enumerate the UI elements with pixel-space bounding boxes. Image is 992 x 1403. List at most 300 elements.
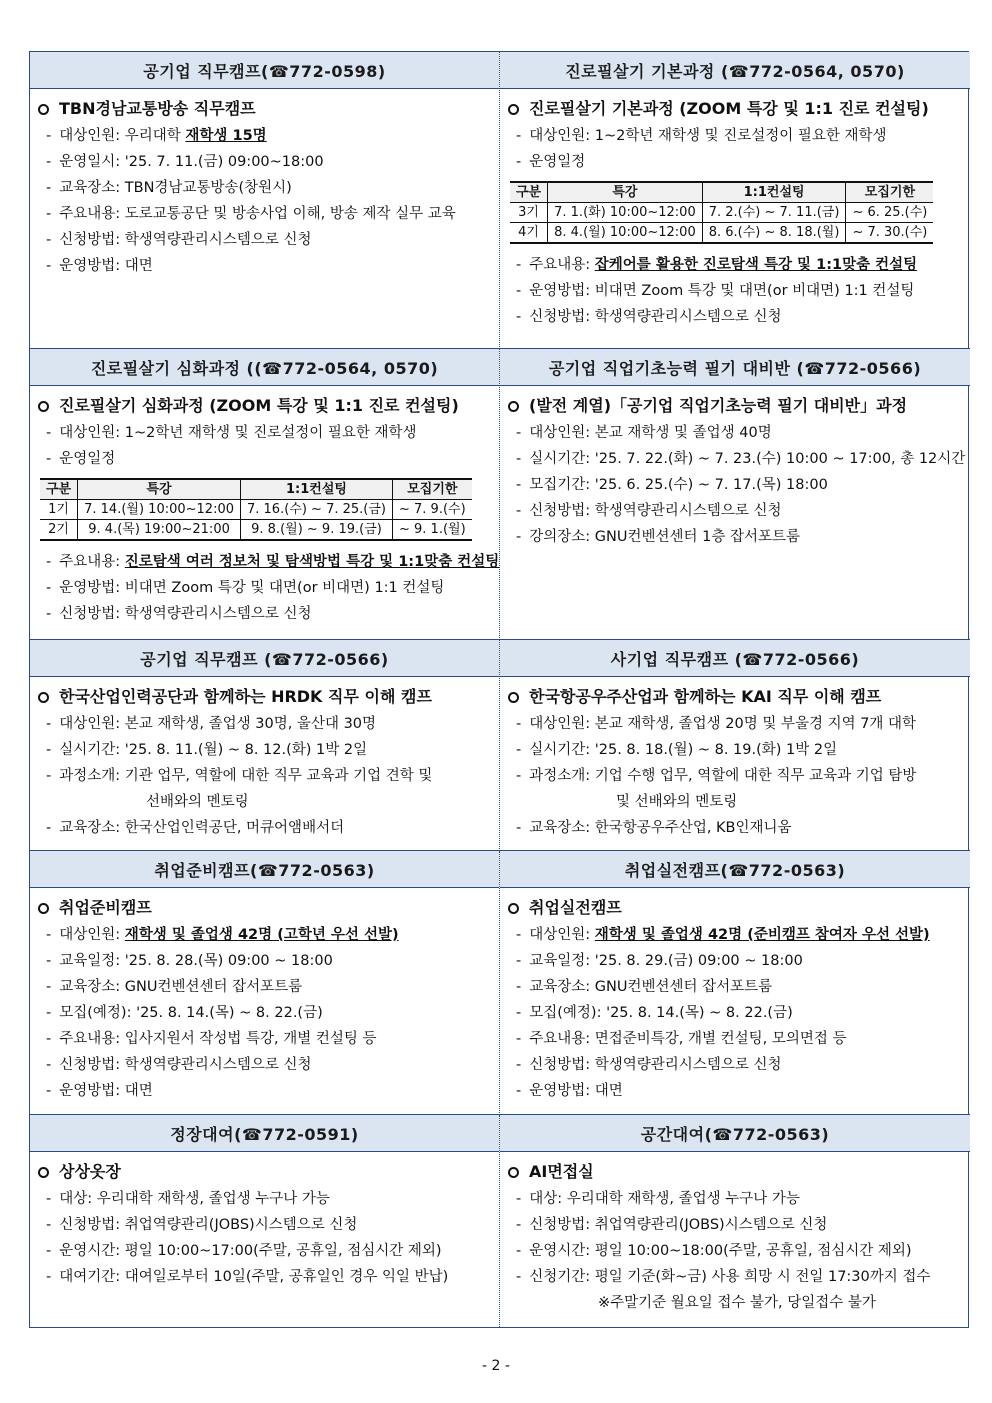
program-section (30, 52, 500, 349)
program-title-text: 취업실전캠프 (529, 898, 622, 917)
circle-bullet-icon (508, 1167, 519, 1178)
info-value: 대면 (594, 1083, 623, 1099)
table-header-cell: 특강 (78, 479, 241, 500)
info-line (38, 711, 491, 737)
table-cell: 9. 8.(월) ~ 9. 19.(금) (241, 520, 393, 541)
info-label: 운영시간: (59, 1243, 121, 1259)
program-title-text: (발전 계열)「공기업 직업기초능력 필기 대비반」과정 (529, 396, 908, 415)
section-body (500, 677, 970, 847)
info-label: 주요내용: (59, 206, 121, 222)
dash-marker: - (516, 154, 522, 170)
info-label: 신청방법: (529, 1217, 591, 1233)
info-line (38, 123, 491, 149)
dash-marker: - (46, 1269, 52, 1285)
info-line (508, 1264, 962, 1290)
info-value: '25. 8. 28.(목) 09:00 ~ 18:00 (124, 953, 333, 969)
info-line (508, 472, 962, 498)
circle-bullet-icon (38, 903, 49, 914)
info-line (38, 575, 491, 601)
program-title-text: 한국항공우주산업과 함께하는 KAI 직무 이해 캠프 (529, 687, 882, 706)
dash-marker: - (46, 927, 52, 943)
info-value: 본교 재학생 및 졸업생 40명 (594, 425, 772, 441)
info-line (38, 1026, 491, 1052)
info-value: 학생역량관리시스템으로 신청 (124, 606, 312, 622)
dash-marker: - (516, 927, 522, 943)
circle-bullet-icon (508, 401, 519, 412)
schedule-table (510, 181, 933, 244)
info-line (38, 1186, 491, 1212)
section-header: 공기업 직무캠프 (☎772-0566) (30, 640, 499, 677)
info-label: 대상인원: (59, 128, 121, 144)
info-value: GNU컨벤션센터 잡서포트룸 (594, 979, 773, 995)
dash-marker: - (516, 477, 522, 493)
section-header: 공기업 직무캠프(☎772-0598) (30, 52, 499, 89)
info-value: 대면 (124, 258, 153, 274)
info-line (38, 201, 491, 227)
circle-bullet-icon (508, 903, 519, 914)
info-label: 교육장소: (59, 979, 121, 995)
info-line (508, 922, 962, 948)
program-title (38, 894, 491, 922)
info-label: 신청방법: (529, 1057, 591, 1073)
info-label: 과정소개: (59, 768, 121, 784)
dash-marker: - (516, 1005, 522, 1021)
dash-marker: - (46, 580, 52, 596)
table-cell: 8. 6.(수) ~ 8. 18.(월) (702, 223, 846, 244)
info-value: 우리대학 (124, 128, 181, 144)
program-section (500, 1115, 970, 1327)
dash-marker: - (46, 128, 52, 144)
dash-marker: - (516, 425, 522, 441)
info-line (38, 227, 491, 253)
info-line (38, 974, 491, 1000)
circle-bullet-icon (508, 104, 519, 115)
info-line (508, 1026, 962, 1052)
dash-marker: - (46, 820, 52, 836)
program-title (508, 683, 962, 711)
program-title (508, 894, 962, 922)
circle-bullet-icon (38, 104, 49, 115)
info-label: 실시기간: (529, 742, 591, 758)
info-value: 우리대학 재학생, 졸업생 누구나 가능 (96, 1191, 330, 1207)
dash-marker: - (46, 554, 52, 570)
info-line (508, 123, 962, 149)
info-value: 학생역량관리시스템으로 신청 (124, 1057, 312, 1073)
info-line (38, 149, 491, 175)
table-header-row (40, 479, 472, 500)
info-line (38, 253, 491, 279)
info-value: TBN경남교통방송(창원시) (124, 180, 292, 196)
section-header: 취업실전캠프(☎772-0563) (500, 851, 970, 888)
section-header: 사기업 직무캠프 (☎772-0566) (500, 640, 970, 677)
info-line (508, 1078, 962, 1104)
table-cell: 3기 (510, 203, 548, 223)
table-header-cell: 특강 (548, 182, 703, 203)
info-line (38, 922, 491, 948)
dash-marker: - (46, 425, 52, 441)
table-cell: 9. 4.(목) 19:00~21:00 (78, 520, 241, 541)
circle-bullet-icon (508, 692, 519, 703)
info-value: 한국항공우주산업, KB인재니움 (594, 820, 792, 836)
program-section (500, 851, 970, 1115)
info-value: '25. 8. 18.(월) ~ 8. 19.(화) 1박 2일 (594, 742, 838, 758)
info-value: 도로교통공단 및 방송사업 이해, 방송 제작 실무 교육 (124, 206, 456, 222)
table-cell: 7. 14.(월) 10:00~12:00 (78, 500, 241, 520)
section-header: 진로필살기 기본과정 (☎772-0564, 0570) (500, 52, 970, 89)
table-row (510, 223, 933, 244)
info-line (38, 1264, 491, 1290)
info-value: 입사지원서 작성법 특강, 개별 컨설팅 등 (124, 1031, 377, 1047)
info-value: 비대면 Zoom 특강 및 대면(or 비대면) 1:1 컨설팅 (124, 580, 445, 596)
info-label: 대상: (59, 1191, 93, 1207)
table-cell: ~ 6. 25.(수) (846, 203, 933, 223)
info-value: '25. 8. 29.(금) 09:00 ~ 18:00 (594, 953, 803, 969)
program-title (508, 1158, 962, 1186)
info-label: 교육장소: (59, 820, 121, 836)
table-cell: 2기 (40, 520, 78, 541)
info-label: 과정소개: (529, 768, 591, 784)
program-grid (29, 51, 969, 1328)
dash-marker: - (516, 503, 522, 519)
dash-marker: - (516, 979, 522, 995)
info-label: 신청방법: (59, 1217, 121, 1233)
info-line (508, 446, 966, 472)
info-label: 모집(예정): (529, 1005, 602, 1021)
info-line (38, 1000, 491, 1026)
program-section (500, 640, 970, 851)
info-value: '25. 8. 14.(목) ~ 8. 22.(금) (606, 1005, 793, 1021)
info-line (38, 1052, 491, 1078)
section-header: 정장대여(☎772-0591) (30, 1115, 499, 1152)
table-header-row (510, 182, 933, 203)
info-label: 대여기간: (59, 1269, 121, 1285)
dash-marker: - (516, 1217, 522, 1233)
info-label: 교육장소: (529, 820, 591, 836)
section-body (500, 888, 970, 1110)
section-body (30, 888, 499, 1110)
info-value: '25. 7. 11.(금) 09:00~18:00 (124, 154, 324, 170)
info-line (38, 948, 491, 974)
info-value: 학생역량관리시스템으로 신청 (594, 309, 782, 325)
info-value: 본교 재학생, 졸업생 20명 및 부울경 지역 7개 대학 (594, 716, 917, 732)
info-line (38, 549, 500, 575)
table-header-cell: 1:1컨설팅 (702, 182, 846, 203)
section-body (500, 1152, 970, 1322)
dash-marker: - (516, 716, 522, 732)
info-line (508, 149, 962, 175)
info-line (508, 1000, 962, 1026)
dash-marker: - (46, 953, 52, 969)
info-label: 운영일정 (59, 451, 116, 467)
info-value: 1~2학년 재학생 및 진로설정이 필요한 재학생 (594, 128, 887, 144)
table-cell: 1기 (40, 500, 78, 520)
info-line (508, 737, 962, 763)
info-label: 대상: (529, 1191, 563, 1207)
dash-marker: - (46, 1217, 52, 1233)
info-label: 주요내용: (59, 554, 121, 570)
info-label: 신청방법: (59, 232, 121, 248)
info-value: 대면 (124, 1083, 153, 1099)
dash-marker: - (46, 742, 52, 758)
info-value: '25. 8. 11.(월) ~ 8. 12.(화) 1박 2일 (124, 742, 368, 758)
program-title (38, 392, 491, 420)
info-label: 신청방법: (529, 309, 591, 325)
info-value: '25. 8. 14.(목) ~ 8. 22.(금) (136, 1005, 323, 1021)
circle-bullet-icon (38, 1167, 49, 1178)
dash-marker: - (46, 1005, 52, 1021)
info-label: 운영방법: (529, 1083, 591, 1099)
info-value: 한국산업인력공단, 머큐어앰배서더 (124, 820, 345, 836)
info-value: 본교 재학생, 졸업생 30명, 울산대 30명 (124, 716, 377, 732)
dash-marker: - (516, 529, 522, 545)
section-body (500, 386, 970, 556)
info-label: 운영방법: (59, 1083, 121, 1099)
program-section (30, 851, 500, 1115)
info-value: 평일 10:00~17:00(주말, 공휴일, 점심시간 제외) (124, 1243, 442, 1259)
info-label: 주요내용: (59, 1031, 121, 1047)
info-line-continued: 선배와의 멘토링 (146, 794, 249, 810)
program-section (30, 349, 500, 640)
schedule-table (40, 478, 472, 541)
table-header-cell: 모집기한 (846, 182, 933, 203)
info-label: 대상인원: (59, 716, 121, 732)
info-value: 1~2학년 재학생 및 진로설정이 필요한 재학생 (124, 425, 417, 441)
dash-marker: - (46, 206, 52, 222)
info-value: 우리대학 재학생, 졸업생 누구나 가능 (566, 1191, 800, 1207)
dash-marker: - (46, 451, 52, 467)
program-section (30, 1115, 500, 1327)
table-cell: 7. 16.(수) ~ 7. 25.(금) (241, 500, 393, 520)
info-label: 교육일정: (59, 953, 121, 969)
info-label: 대상인원: (529, 425, 591, 441)
section-body (500, 89, 970, 336)
info-line (508, 711, 962, 737)
info-label: 모집(예정): (59, 1005, 132, 1021)
info-line (508, 304, 962, 330)
table-header-cell: 1:1컨설팅 (241, 479, 393, 500)
info-label: 신청방법: (59, 606, 121, 622)
info-label: 강의장소: (529, 529, 591, 545)
info-label: 실시기간: (529, 451, 591, 467)
info-line (508, 1212, 962, 1238)
emphasis-text: 재학생 15명 (185, 128, 267, 144)
emphasis-text: 진로탐색 여러 정보처 및 탐색방법 특강 및 1:1맞춤 컨설팅 (124, 554, 500, 570)
table-row (40, 520, 472, 541)
dash-marker: - (46, 1083, 52, 1099)
info-value: 비대면 Zoom 특강 및 대면(or 비대면) 1:1 컨설팅 (594, 283, 915, 299)
program-section (500, 52, 970, 349)
info-label: 교육일정: (529, 953, 591, 969)
dash-marker: - (516, 283, 522, 299)
program-title (508, 95, 962, 123)
info-line (508, 1052, 962, 1078)
info-value: '25. 7. 22.(화) ~ 7. 23.(수) 10:00 ~ 17:00, 총 12시간 (594, 451, 966, 467)
info-label: 대상인원: (59, 425, 121, 441)
dash-marker: - (516, 1057, 522, 1073)
program-title (508, 392, 962, 420)
info-value: '25. 6. 25.(수) ~ 7. 17.(목) 18:00 (594, 477, 828, 493)
table-row (40, 500, 472, 520)
dash-marker: - (516, 451, 522, 467)
info-value: 학생역량관리시스템으로 신청 (594, 503, 782, 519)
info-value: 취업역량관리(JOBS)시스템으로 신청 (594, 1217, 828, 1233)
info-value: GNU컨벤션센터 잡서포트룸 (124, 979, 303, 995)
info-value: 대여일로부터 10일(주말, 공휴일인 경우 익일 반납) (124, 1269, 449, 1285)
section-body (30, 386, 499, 633)
info-line (508, 420, 962, 446)
info-line (38, 420, 491, 446)
info-label: 운영방법: (529, 283, 591, 299)
section-header: 공기업 직업기초능력 필기 대비반 (☎772-0566) (500, 349, 970, 386)
program-section (30, 640, 500, 851)
info-line (508, 815, 962, 841)
dash-marker: - (46, 716, 52, 732)
info-label: 운영시간: (529, 1243, 591, 1259)
info-value: 학생역량관리시스템으로 신청 (124, 232, 312, 248)
info-label: 교육장소: (59, 180, 121, 196)
info-line (508, 252, 962, 278)
program-title-text: 진로필살기 심화과정 (ZOOM 특강 및 1:1 진로 컨설팅) (59, 396, 459, 415)
info-line (38, 601, 491, 627)
info-line (508, 1186, 962, 1212)
info-label: 운영일정 (529, 154, 586, 170)
info-value: 취업역량관리(JOBS)시스템으로 신청 (124, 1217, 358, 1233)
info-label: 신청방법: (59, 1057, 121, 1073)
info-line (508, 278, 962, 304)
program-title-text: 진로필살기 기본과정 (ZOOM 특강 및 1:1 진로 컨설팅) (529, 99, 929, 118)
info-line (38, 446, 491, 472)
info-label: 대상인원: (529, 927, 591, 943)
dash-marker: - (46, 768, 52, 784)
dash-marker: - (516, 128, 522, 144)
program-title (38, 683, 491, 711)
table-cell: 4기 (510, 223, 548, 244)
info-value: 평일 10:00~18:00(주말, 공휴일, 점심시간 제외) (594, 1243, 912, 1259)
dash-marker: - (516, 1243, 522, 1259)
info-line (38, 1078, 491, 1104)
program-title-text: 취업준비캠프 (59, 898, 152, 917)
program-title-text: TBN경남교통방송 직무캠프 (59, 99, 256, 118)
dash-marker: - (46, 154, 52, 170)
dash-marker: - (46, 1057, 52, 1073)
table-header-cell: 구분 (40, 479, 78, 500)
dash-marker: - (46, 232, 52, 248)
emphasis-text: 잡케어를 활용한 진로탐색 특강 및 1:1맞춤 컨설팅 (594, 257, 918, 273)
dash-marker: - (46, 979, 52, 995)
section-header: 취업준비캠프(☎772-0563) (30, 851, 499, 888)
program-title-text: 한국산업인력공단과 함께하는 HRDK 직무 이해 캠프 (59, 687, 432, 706)
table-cell: 7. 2.(수) ~ 7. 11.(금) (702, 203, 846, 223)
info-label: 대상인원: (59, 927, 121, 943)
info-label: 주요내용: (529, 257, 591, 273)
info-line (38, 1212, 491, 1238)
emphasis-text: 재학생 및 졸업생 42명 (고학년 우선 선발) (124, 927, 399, 943)
dash-marker: - (516, 1269, 522, 1285)
dash-marker: - (516, 742, 522, 758)
table-cell: ~ 7. 30.(수) (846, 223, 933, 244)
program-section (500, 349, 970, 640)
info-line (38, 815, 491, 841)
emphasis-text: 재학생 및 졸업생 42명 (준비캠프 참여자 우선 선발) (594, 927, 930, 943)
dash-marker: - (516, 1191, 522, 1207)
info-label: 실시기간: (59, 742, 121, 758)
dash-marker: - (46, 1191, 52, 1207)
table-cell: 7. 1.(화) 10:00~12:00 (548, 203, 703, 223)
dash-marker: - (516, 309, 522, 325)
info-label: 신청방법: (529, 503, 591, 519)
info-label: 운영일시: (59, 154, 121, 170)
info-value: 기관 업무, 역할에 대한 직무 교육과 기업 견학 및 (124, 768, 433, 784)
info-line-continued: 및 선배와의 멘토링 (616, 794, 738, 810)
table-cell: ~ 9. 1.(월) (392, 520, 471, 541)
section-header: 진로필살기 심화과정 ((☎772-0564, 0570) (30, 349, 499, 386)
info-line (38, 1238, 491, 1264)
circle-bullet-icon (38, 401, 49, 412)
info-line (508, 948, 962, 974)
dash-marker: - (516, 257, 522, 273)
info-label: 주요내용: (529, 1031, 591, 1047)
info-line (38, 737, 491, 763)
program-title (38, 1158, 491, 1186)
program-title-text: 상상옷장 (59, 1162, 121, 1181)
info-value: 면접준비특강, 개별 컨설팅, 모의면접 등 (594, 1031, 847, 1047)
dash-marker: - (46, 1031, 52, 1047)
info-label: 대상인원: (529, 128, 591, 144)
info-value: GNU컨벤션센터 1층 잡서포트룸 (594, 529, 800, 545)
dash-marker: - (516, 768, 522, 784)
info-line (508, 974, 962, 1000)
program-title (38, 95, 491, 123)
info-value: 학생역량관리시스템으로 신청 (594, 1057, 782, 1073)
info-label: 대상인원: (529, 716, 591, 732)
footnote: ※주말기준 월요일 접수 불가, 당일접수 불가 (598, 1295, 876, 1311)
dash-marker: - (46, 258, 52, 274)
table-header-cell: 구분 (510, 182, 548, 203)
info-label: 운영방법: (59, 580, 121, 596)
section-header: 공간대여(☎772-0563) (500, 1115, 970, 1152)
dash-marker: - (46, 1243, 52, 1259)
info-line (508, 498, 962, 524)
info-value: 기업 수행 업무, 역할에 대한 직무 교육과 기업 탐방 (594, 768, 917, 784)
section-body (30, 89, 499, 285)
table-cell: 8. 4.(월) 10:00~12:00 (548, 223, 703, 244)
table-row (510, 203, 933, 223)
info-line (38, 763, 491, 789)
circle-bullet-icon (38, 692, 49, 703)
dash-marker: - (46, 606, 52, 622)
page-number: - 2 - (482, 1358, 510, 1374)
info-label: 모집기간: (529, 477, 591, 493)
info-value: 평일 기준(화~금) 사용 희망 시 전일 17:30까지 접수 (594, 1269, 931, 1285)
info-line (508, 763, 962, 789)
info-line (508, 1238, 962, 1264)
info-label: 교육장소: (529, 979, 591, 995)
table-header-cell: 모집기한 (392, 479, 471, 500)
info-line (508, 524, 962, 550)
dash-marker: - (516, 820, 522, 836)
info-label: 운영방법: (59, 258, 121, 274)
dash-marker: - (516, 1031, 522, 1047)
dash-marker: - (516, 1083, 522, 1099)
program-title-text: AI면접실 (529, 1162, 594, 1181)
info-line (38, 175, 491, 201)
dash-marker: - (516, 953, 522, 969)
table-cell: ~ 7. 9.(수) (392, 500, 471, 520)
info-label: 신청기간: (529, 1269, 591, 1285)
section-body (30, 677, 499, 847)
dash-marker: - (46, 180, 52, 196)
section-body (30, 1152, 499, 1296)
